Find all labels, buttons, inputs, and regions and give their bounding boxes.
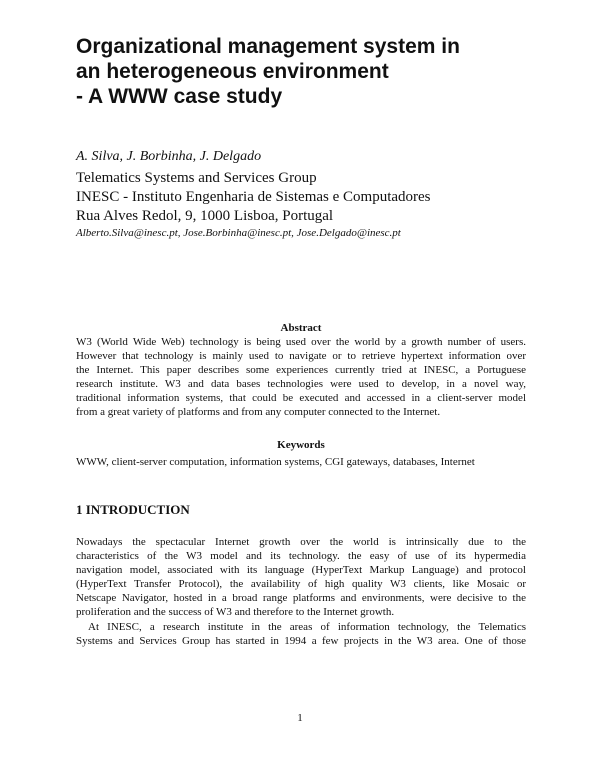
intro-line: Systems and Services Group has started in 1994 a few projects in the W3 area. One of those: [76, 635, 526, 647]
intro-line: Netscape Navigator, hosted in a broad range platforms and environments, were decisive to the: [76, 592, 526, 604]
title-line: an heterogeneous environment: [76, 60, 389, 83]
author-list: A. Silva, J. Borbinha, J. Delgado: [76, 149, 262, 164]
abstract-heading: Abstract: [280, 322, 322, 334]
abstract-line: However that technology is mainly used to navigate or to retrieve hypertext information over: [76, 350, 526, 362]
title-line: - A WWW case study: [76, 85, 283, 108]
affiliation-line: Telematics Systems and Services Group: [76, 170, 317, 186]
abstract-line: research institute. W3 and data bases technologies were used to develop, in a novel way,: [76, 378, 526, 390]
abstract-line: traditional information systems, that could be executed and accessed in a client-server model: [76, 392, 526, 404]
intro-line: Nowadays the spectacular Internet growth over the world is intrinsically due to the: [76, 536, 526, 548]
paper-title: [76, 34, 546, 109]
section-heading-introduction: 1 INTRODUCTION: [76, 502, 190, 517]
affiliation-line: Rua Alves Redol, 9, 1000 Lisboa, Portugal: [76, 208, 334, 224]
keywords-heading: Keywords: [277, 439, 325, 451]
author-emails: Alberto.Silva@inesc.pt, Jose.Borbinha@inesc.pt, Jose.Delgado@inesc.pt: [76, 227, 401, 239]
abstract-line: the Internet. This paper describes some experiences currently tried at INESC, a Portuguese: [76, 364, 526, 376]
affiliation: [76, 169, 431, 226]
intro-line: At INESC, a research institute in the areas of information technology, the Telematics: [88, 621, 526, 633]
abstract-body: [76, 335, 526, 419]
intro-line: characteristics of the W3 model and its technology. the easy of use of its hypermedia: [76, 550, 526, 562]
intro-paragraph-1: [76, 535, 526, 619]
keywords-line: WWW, client-server computation, information systems, CGI gateways, databases, Internet: [76, 456, 475, 468]
page-number: 1: [297, 712, 303, 724]
intro-line: proliferation and the success of W3 and therefore to the Internet growth.: [76, 606, 395, 618]
abstract-line: from a great variety of platforms and from any computer connected to the Internet.: [76, 406, 441, 418]
affiliation-line: INESC - Instituto Engenharia de Sistemas e Computadores: [76, 189, 431, 205]
keywords-text: [76, 455, 526, 469]
intro-line: navigation model, associated with its language (HyperText Markup Language) and protocol: [76, 564, 526, 576]
intro-line: (HyperText Transfer Protocol), the availability of high quality W3 clients, like Mosaic or: [76, 578, 526, 590]
intro-paragraph-2: [76, 620, 526, 648]
abstract-line: W3 (World Wide Web) technology is being used over the world by a growth number of users.: [76, 336, 526, 348]
title-line: Organizational management system in: [76, 35, 460, 58]
